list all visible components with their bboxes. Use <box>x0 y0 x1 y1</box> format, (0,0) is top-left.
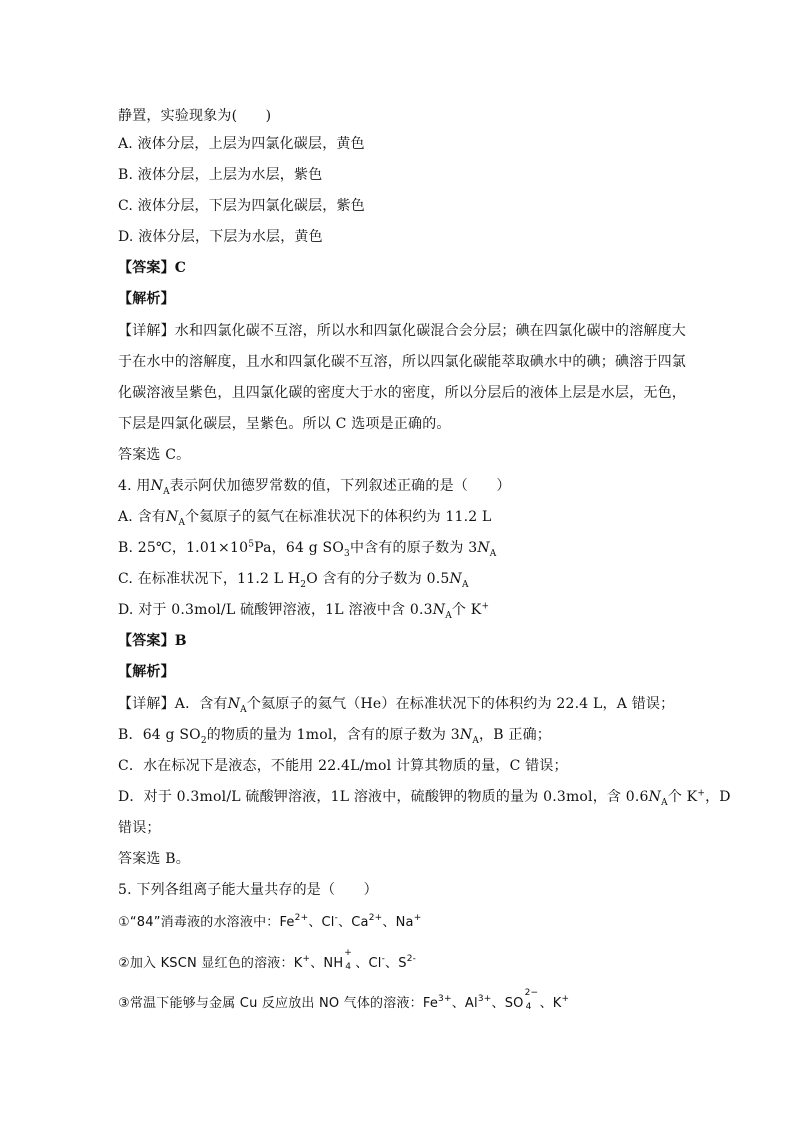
q4-option-b: B. 25℃，$1.01\times 10^5Pa$，64 g $SO_3$中含有的原子数为 $3N_A$ <box>118 539 497 559</box>
question-4: 4. 用$N_A$表示阿伏加德罗常数的值，下列叙述正确的是（ ） <box>118 478 511 497</box>
answer-choice: 答案选 C。 <box>118 447 191 463</box>
option-c: C. 液体分层，下层为四氯化碳层，紫色 <box>118 198 365 214</box>
text-line: 静置，实验现象为( ) <box>118 108 272 124</box>
q5-item-2: ②加入 KSCN 显红色的溶液：K+、NH + 4 、Cl-、$S^{2-}$ <box>118 948 417 972</box>
explanation-line: C．水在标况下是液态，不能用 22.4L/mol 计算其物质的量，C 错误； <box>118 758 568 774</box>
option-a: A. 液体分层，上层为四氯化碳层，黄色 <box>118 136 365 152</box>
option-b: B. 液体分层，上层为水层，紫色 <box>118 167 323 183</box>
q4-option-a: A. 含有$N_A$个氦原子的氦气在标准状况下的体积约为 11.2 L <box>118 509 492 528</box>
answer-choice: 答案选 B。 <box>118 851 190 867</box>
analysis-label: 【解析】 <box>118 664 175 680</box>
explanation-line: 于在水中的溶解度，且水和四氯化碳不互溶，所以四氯化碳能萃取碘水中的碘；碘溶于四氯 <box>118 354 686 370</box>
explanation-line: 【详解】水和四氯化碳不互溶，所以水和四氯化碳混合会分层；碘在四氯化碳中的溶解度大 <box>118 323 686 339</box>
answer-label: 【答案】C <box>118 260 187 276</box>
explanation-line: 【详解】A．含有$N_A$个氦原子的氦气（He）在标准状况下的体积约为 22.4 L，A 错误； <box>118 696 675 715</box>
q5-item-3: ③常温下能够与金属 Cu 反应放出 NO 气体的溶液：$Fe^{3+}$、$Al^{3+}$、SO 2− 4 、K+ <box>118 988 570 1012</box>
option-d: D. 液体分层，下层为水层，黄色 <box>118 229 323 245</box>
analysis-label: 【解析】 <box>118 291 175 307</box>
explanation-line: B．64 g $SO_2$的物质的量为 1mol，含有的原子数为 $3N_A$，B 正确； <box>118 727 551 746</box>
q4-option-c: C. 在标准状况下，11.2 L $H_2O$ 含有的分子数为 $0.5N_A$ <box>118 571 469 590</box>
explanation-line: D．对于 0.3mol/L 硫酸钾溶液，1L 溶液中，硫酸钾的物质的量为 0.3mol，含 $0.6N_A$个 K+，D <box>118 788 731 808</box>
explanation-line: 错误； <box>118 820 161 836</box>
answer-label: 【答案】B <box>118 633 187 649</box>
explanation-line: 化碳溶液呈紫色，且四氯化碳的密度大于水的密度，所以分层后的液体上层是水层，无色， <box>118 385 686 401</box>
explanation-line: 下层是四氯化碳层，呈紫色。所以 C 选项是正确的。 <box>118 416 451 432</box>
q4-option-d: D. 对于 0.3mol/L 硫酸钾溶液，1L 溶液中含 $0.3N_A$个 K+ <box>118 601 490 621</box>
q5-item-1: ①“84”消毒液的水溶液中：$Fe^{2+}$、Cl-、$Ca^{2+}$、Na+ <box>118 913 422 930</box>
question-5: 5. 下列各组离子能大量共存的是（ ） <box>118 882 378 898</box>
